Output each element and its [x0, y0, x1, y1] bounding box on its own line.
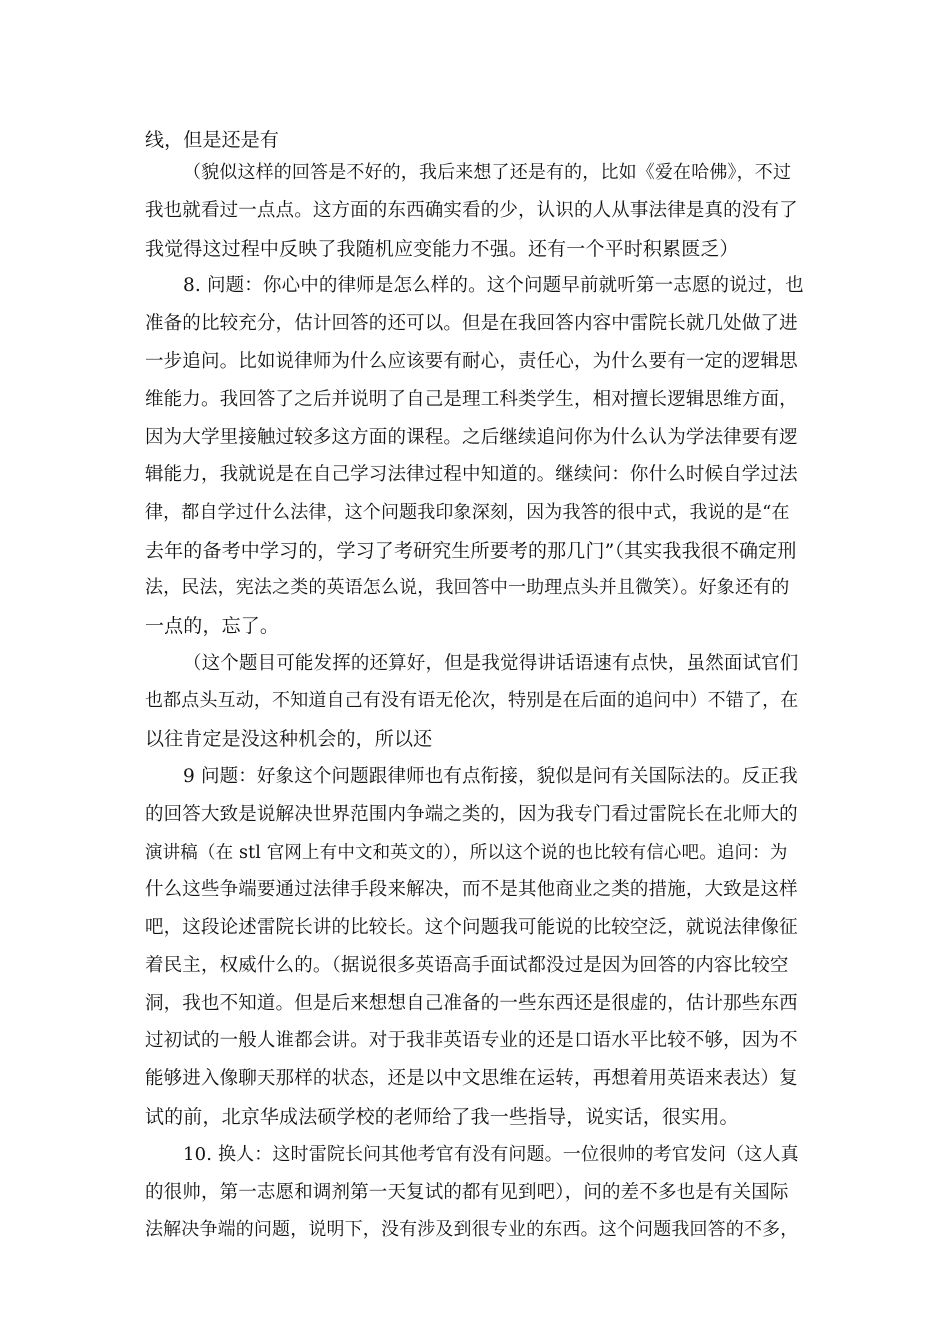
- text-line: 的回答大致是说解决世界范围内争端之类的，因为我专门看过雷院长在北师大的: [145, 804, 798, 825]
- text-line: 吧，这段论述雷院长讲的比较长。这个问题我可能说的比较空泛，就说法律像征: [145, 917, 798, 938]
- text-line: 一步追问。比如说律师为什么应该要有耐心，责任心，为什么要有一定的逻辑思: [145, 351, 798, 372]
- text-line: 的很帅，第一志愿和调剂第一天复试的都有见到吧），问的差不多也是有关国际: [145, 1182, 789, 1203]
- text-line: 线，但是还是有: [145, 129, 280, 151]
- text-line: 试的前，北京华成法硕学校的老师给了我一些指导，说实话，很实用。: [145, 1106, 739, 1128]
- text-line: 也都点头互动，不知道自己有没有语无伦次，特别是在后面的追问中）不错了，在: [145, 690, 799, 711]
- text-line: 9 问题：好象这个问题跟律师也有点衔接，貌似是问有关国际法的。反正我: [183, 766, 798, 787]
- text-line: 准备的比较充分，估计回答的还可以。但是在我回答内容中雷院长就几处做了进: [145, 313, 798, 334]
- text-line: 去年的备考中学习的，学习了考研究生所要考的那几门”（其实我我很不确定刑: [145, 540, 797, 562]
- text-line: 维能力。我回答了之后并说明了自己是理工科类学生，相对擅长逻辑思维方面，: [145, 389, 798, 410]
- text-line: 什么这些争端要通过法律手段来解决，而不是其他商业之类的措施，大致是这样: [145, 879, 798, 900]
- text-line: 我觉得这过程中反映了我随机应变能力不强。还有一个平时积累匮乏）: [145, 238, 739, 260]
- text-line: 一点的，忘了。: [145, 615, 280, 637]
- text-line: 辑能力，我就说是在自己学习法律过程中知道的。继续问：你什么时候自学过法: [145, 464, 798, 485]
- text-line: 法解决争端的问题，说明下，没有涉及到很专业的东西。这个问题我回答的不多，: [145, 1219, 799, 1240]
- text-line: 过初试的一般人谁都会讲。对于我非英语专业的还是口语水平比较不够，因为不: [145, 1030, 798, 1051]
- text-line: 演讲稿（在 stl 官网上有中文和英文的），所以这个说的也比较有信心吧。追问：为: [145, 843, 788, 863]
- text-line: 10. 换人：这时雷院长问其他考官有没有问题。一位很帅的考官发问（这人真: [183, 1144, 799, 1165]
- text-line: 以往肯定是没这种机会的，所以还: [145, 728, 433, 750]
- text-line: 8. 问题：你心中的律师是怎么样的。这个问题早前就听第一志愿的说过，也: [183, 275, 804, 296]
- text-line: 能够进入像聊天那样的状态，还是以中文思维在运转，再想着用英语来表达）复: [145, 1068, 798, 1089]
- text-line: （这个题目可能发挥的还算好，但是我觉得讲话语速有点快，虽然面试官们: [183, 653, 799, 674]
- text-line: 着民主，权威什么的。（据说很多英语高手面试都没过是因为回答的内容比较空: [145, 955, 789, 976]
- text-line: 洞，我也不知道。但是后来想想自己准备的一些东西还是很虚的，估计那些东西: [145, 993, 798, 1014]
- text-line: （貌似这样的回答是不好的，我后来想了还是有的，比如《爱在哈佛》，不过: [183, 162, 792, 183]
- text-line: 我也就看过一点点。这方面的东西确实看的少，认识的人从事法律是真的没有了: [145, 200, 798, 221]
- text-line: 因为大学里接触过较多这方面的课程。之后继续追问你为什么认为学法律要有逻: [145, 427, 798, 448]
- text-line: 法，民法，宪法之类的英语怎么说，我回答中一助理点头并且微笑）。好象还有的: [145, 577, 790, 598]
- text-line: 律，都自学过什么法律，这个问题我印象深刻，因为我答的很中式，我说的是“在: [145, 502, 790, 523]
